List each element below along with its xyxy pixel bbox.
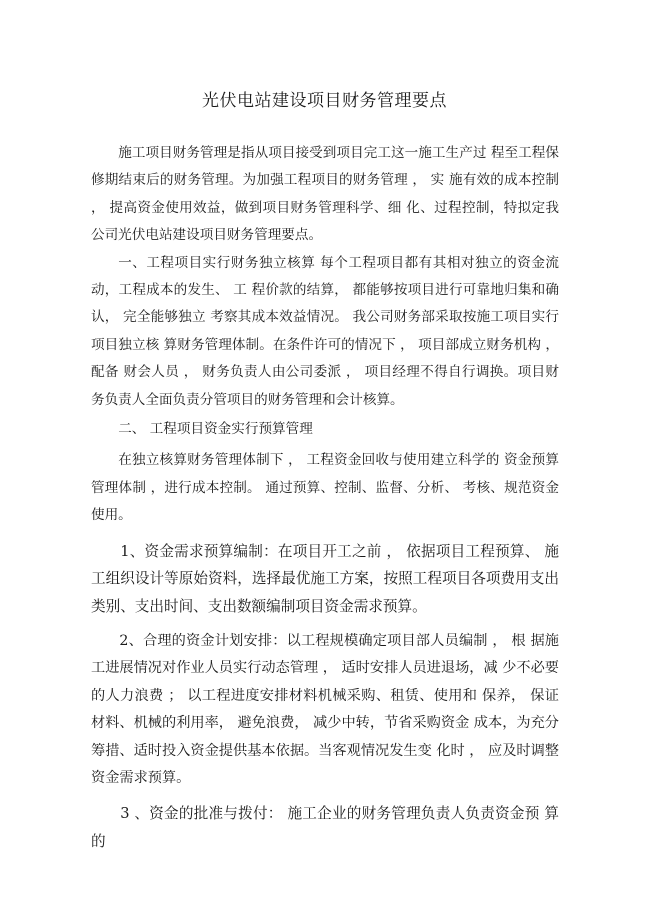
document-body [91, 140, 559, 855]
paragraph-item-3: 3 、资金的批准与拨付： 施工企业的财务管理负责人负责资金预 算的 [91, 805, 559, 850]
paragraph-section-1: 一、工程项目实行财务独立核算 每个工程项目都有其相对独立的资金流动，工程成本的发生、 工 程价款的结算， 都能够按项目进行可靠地归集和确认， 完全能够独立 考察其成本效益情况。 我公司财务部采取按施工项目实行项目独立核 算财务管理体制。在条件许可的情况下 ， 项目部成立财务机构 ，配备 财会人员 ， 财务负责人由公司委派 ， 项目经理不得自行调换。项目财务负责人全面负责分管项目的财务管理和会计核算。 [91, 254, 559, 408]
document-title: 光伏电站建设项目财务管理要点 [202, 91, 447, 111]
paragraph-item-2: 2、合理的资金计划安排：以工程规模确定项目部人员编制 ， 根 据施工进展情况对作业人员实行动态管理 ， 适时安排人员进退场，减 少不必要的人力浪费 ； 以工程进度安排材料机械采购、租赁、使用和 保养， 保证材料、机械的利用率， 避免浪费， 减少中转，节省采购资金 成本，为充分筹措、适时投入资金提供基本依据。当客观情况发生变 化时 ， 应及时调整资金需求预算。 [91, 632, 559, 786]
paragraph-section-2-body: 在独立核算财务管理体制下 ， 工程资金回收与使用建立科学的 资金预算管理体制 ，进行成本控制。 通过预算、控制、监督、分析、 考核、规范资金使用。 [91, 452, 559, 524]
paragraph-item-1: 1、资金需求预算编制：在项目开工之前 ， 依据项目工程预算、 施工组织设计等原始资料，选择最优施工方案，按照工程项目各项费用支出类别、支出时间、支出数额编制项目资金需求预算。 [91, 542, 559, 615]
paragraph-section-2-heading: 二、 工程项目资金实行预算管理 [118, 421, 313, 438]
paragraph-intro: 施工项目财务管理是指从项目接受到项目完工这一施工生产过 程至工程保修期结束后的财务管理。为加强工程项目的财务管理 ， 实 施有效的成本控制 ， 提高资金使用效益，做到项目财务管理科学、细 化、过程控制，特拟定我公司光伏电站建设项目财务管理要点。 [91, 145, 559, 244]
